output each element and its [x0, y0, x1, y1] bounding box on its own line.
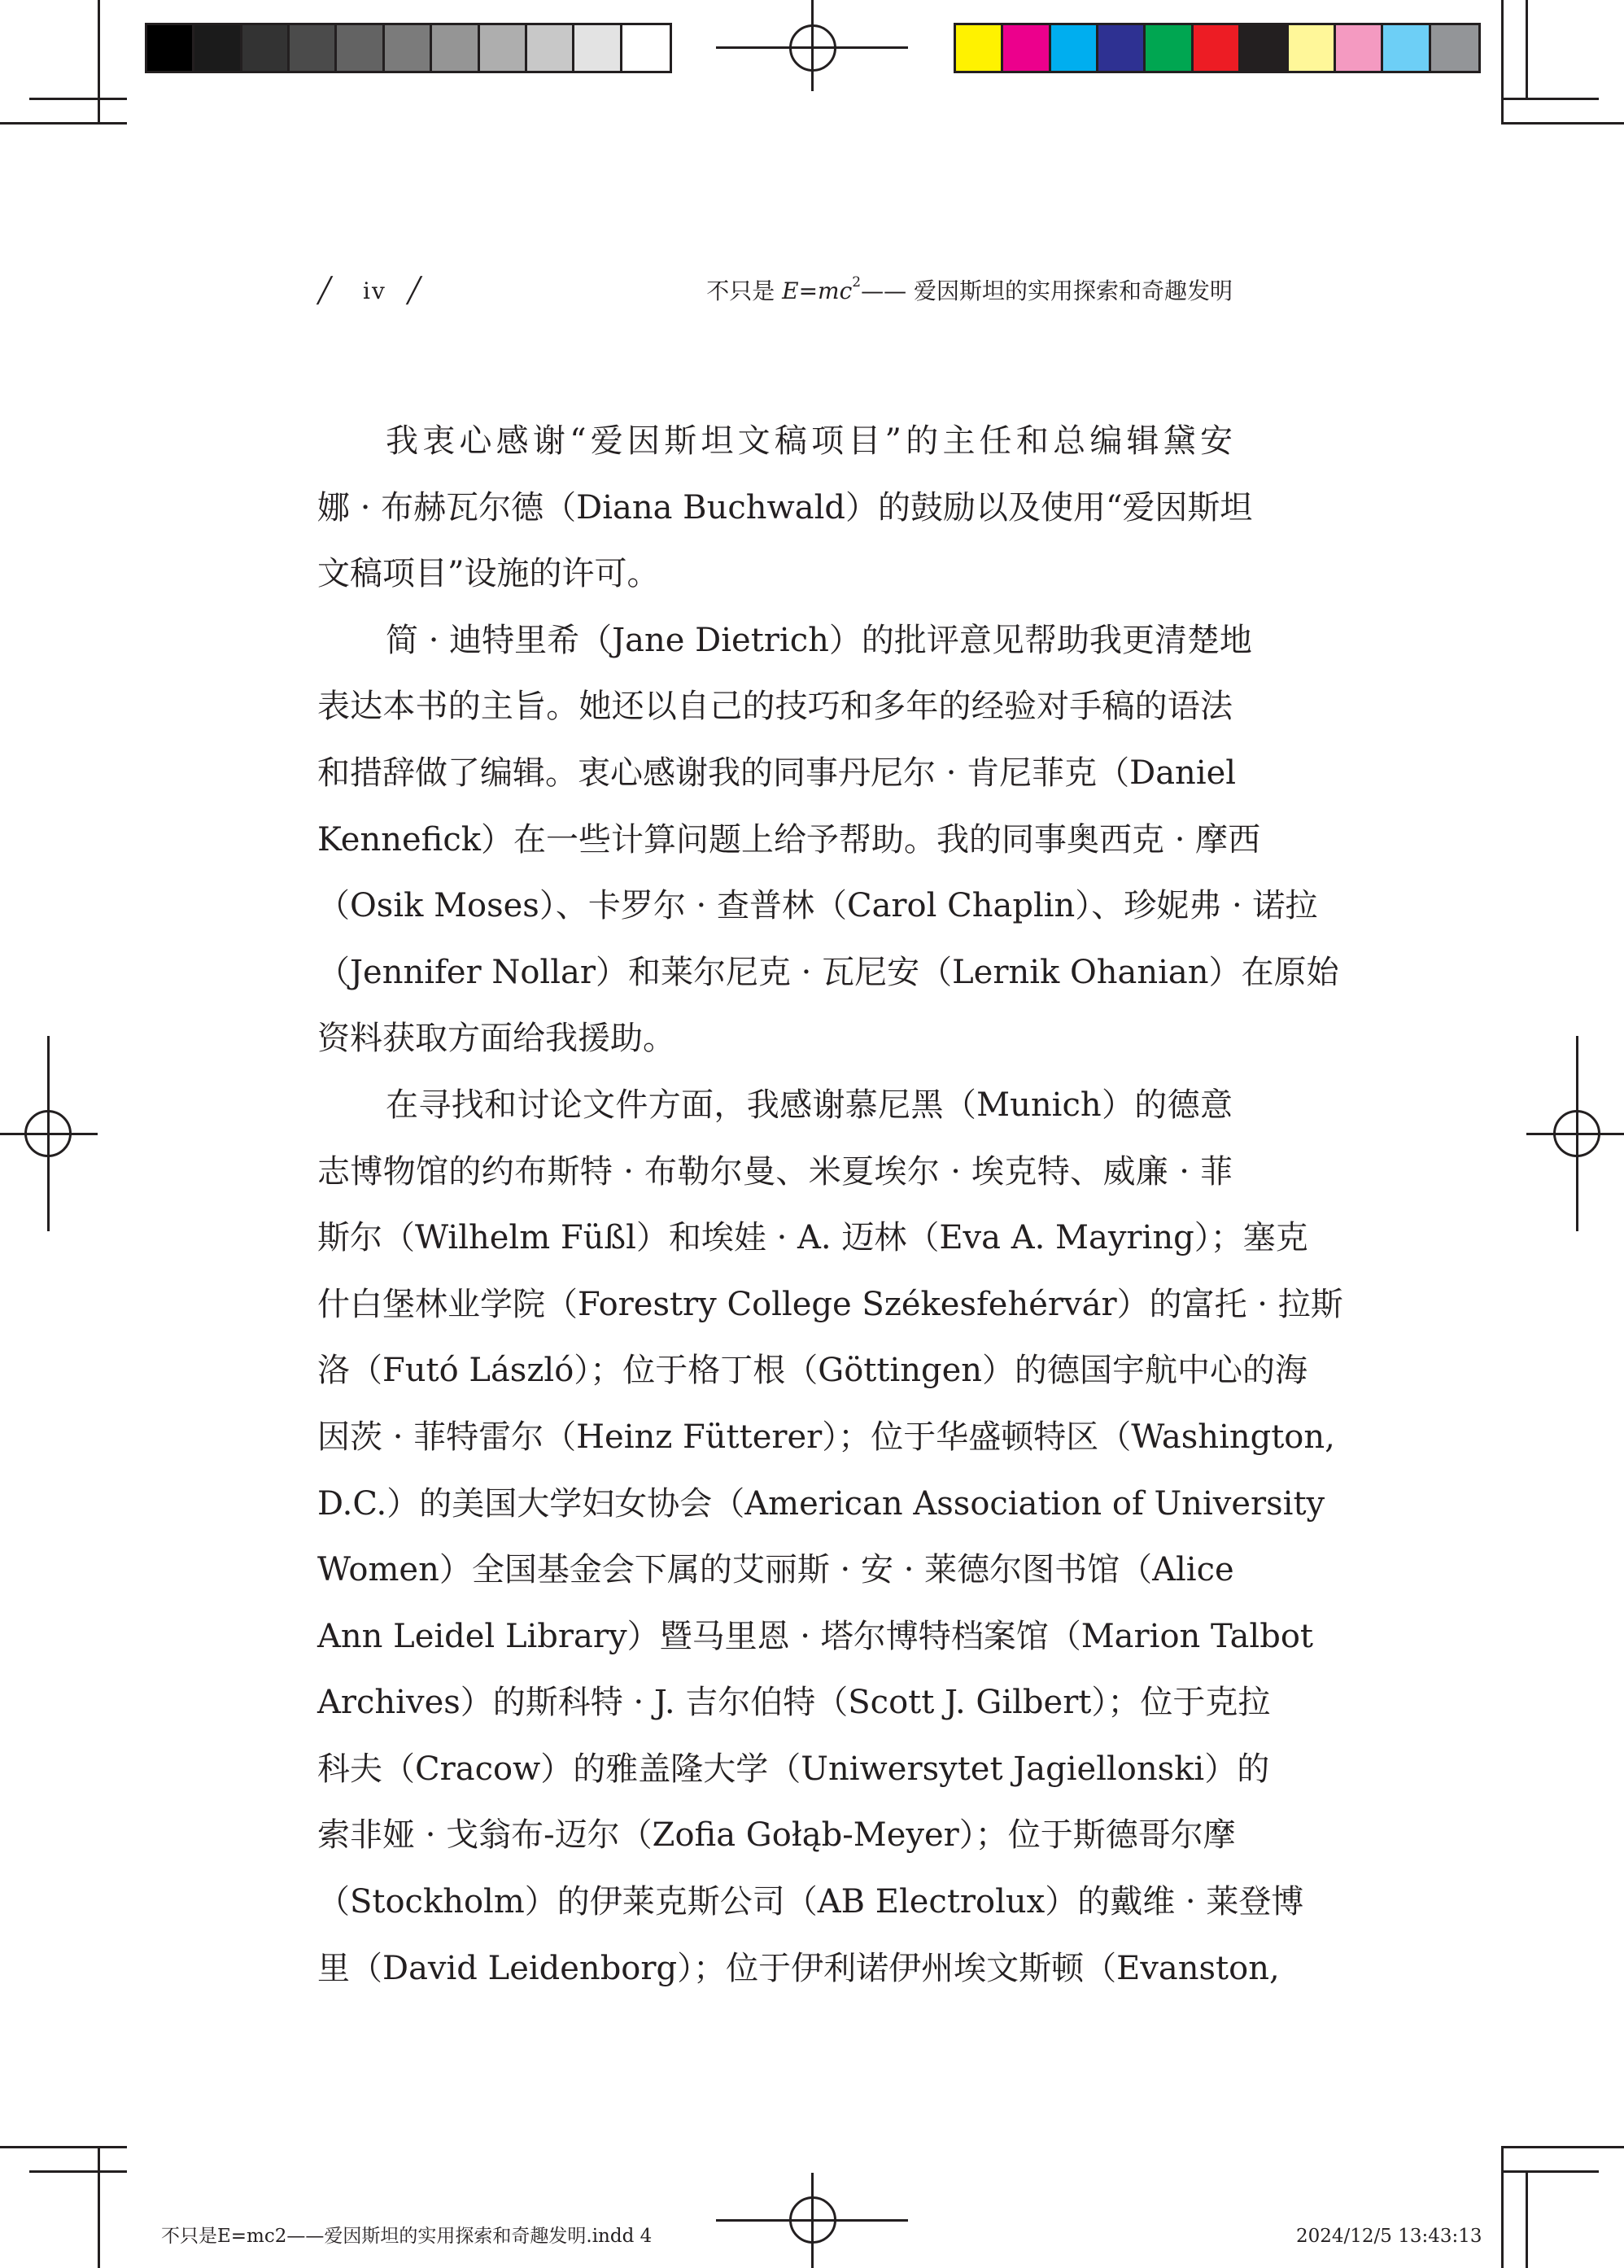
header-slash-right: ╱ [407, 277, 422, 305]
paragraph-line: 在寻找和讨论文件方面，我感谢慕尼黑（Munich）的德意 [386, 1086, 1233, 1124]
color-swatch [1383, 25, 1430, 71]
paragraph-line: 科夫（Cracow）的雅盖隆大学（Uniwersytet Jagiellonski）的 [317, 1750, 1270, 1788]
paragraph-line: 文稿项目”设施的许可。 [317, 555, 660, 593]
color-swatch [1241, 25, 1288, 71]
paragraph-line: 表达本书的主旨。她还以自己的技巧和多年的经验对手稿的语法 [317, 688, 1233, 726]
paragraph-line: Ann Leidel Library）暨马里恩 · 塔尔博特档案馆（Marion Talbot [317, 1617, 1313, 1655]
grayscale-strip [145, 23, 672, 73]
color-swatch [1003, 25, 1050, 71]
gray-swatch [527, 25, 574, 71]
paragraph-line: D.C.）的美国大学妇女协会（American Association of University [317, 1484, 1325, 1523]
color-swatch [1146, 25, 1193, 71]
paragraph-line: 洛（Futó László）；位于格丁根（Göttingen）的德国宇航中心的海 [317, 1352, 1308, 1390]
color-swatch [1098, 25, 1146, 71]
paragraph-line: （Osik Moses）、卡罗尔 · 查普林（Carol Chaplin）、珍妮弗 · 诺拉 [317, 887, 1318, 925]
slug-filename: 不只是E=mc2——爱因斯坦的实用探索和奇趣发明.indd 4 [161, 2226, 653, 2247]
color-swatch [1051, 25, 1098, 71]
gray-swatch [385, 25, 432, 71]
paragraph-line: 志博物馆的约布斯特 · 布勒尔曼、米夏埃尔 · 埃克特、威廉 · 菲 [317, 1152, 1233, 1191]
gray-swatch [147, 25, 194, 71]
paragraph-line: 什白堡林业学院（Forestry College Székesfehérvár）的富托 · 拉斯 [317, 1285, 1343, 1323]
color-swatch [1431, 25, 1478, 71]
acknowledgements-text [317, 409, 1343, 2002]
book-title: 不只是 $E=mc^2——$ 爱因斯坦的实用探索和奇趣发明 [706, 274, 1233, 304]
paragraph-line: 里（David Leidenborg）；位于伊利诺伊州埃文斯顿（Evanston, [317, 1949, 1280, 1987]
color-swatch [1336, 25, 1383, 71]
color-swatch [956, 25, 1003, 71]
color-swatch [1194, 25, 1241, 71]
paragraph-line: 娜 · 布赫瓦尔德（Diana Buchwald）的鼓励以及使用“爱因斯坦 [317, 488, 1253, 527]
paragraph-line: Archives）的斯科特 · J. 吉尔伯特（Scott J. Gilbert）；位于克拉 [317, 1684, 1271, 1722]
paragraph-line: Kennefick）在一些计算问题上给予帮助。我的同事奥西克 · 摩西 [317, 820, 1261, 859]
running-header [317, 273, 1233, 310]
color-bar [954, 23, 1481, 73]
paragraph-line: 资料获取方面给我援助。 [317, 1020, 675, 1058]
slug-timestamp: 2024/12/5 13:43:13 [1296, 2226, 1482, 2247]
gray-swatch [290, 25, 337, 71]
paragraph-line: 索非娅 · 戈翁布-迈尔（Zofia Gołąb-Meyer）；位于斯德哥尔摩 [317, 1816, 1236, 1855]
gray-swatch [194, 25, 242, 71]
gray-swatch [432, 25, 479, 71]
gray-swatch [574, 25, 622, 71]
paragraph-line: 因茨 · 菲特雷尔（Heinz Fütterer）；位于华盛顿特区（Washington, [317, 1418, 1335, 1456]
paragraph-line: （Jennifer Nollar）和莱尔尼克 · 瓦尼安（Lernik Ohanian）在原始 [317, 953, 1339, 991]
page-number: iv [363, 277, 386, 304]
paragraph-line: Women）全国基金会下属的艾丽斯 · 安 · 莱德尔图书馆（Alice [317, 1551, 1234, 1589]
paragraph-line: 简 · 迪特里希（Jane Dietrich）的批评意见帮助我更清楚地 [386, 621, 1252, 659]
paragraph-line: （Stockholm）的伊莱克斯公司（AB Electrolux）的戴维 · 莱登博 [317, 1883, 1304, 1921]
paragraph-line: 和措辞做了编辑。衷心感谢我的同事丹尼尔 · 肯尼菲克（Daniel [317, 754, 1237, 792]
paragraph-line: 我衷心感谢“爱因斯坦文稿项目”的主任和总编辑黛安 [386, 422, 1233, 460]
header-slash-left: ╱ [317, 277, 333, 305]
color-swatch [1289, 25, 1336, 71]
gray-swatch [480, 25, 527, 71]
gray-swatch [622, 25, 670, 71]
gray-swatch [242, 25, 290, 71]
gray-swatch [337, 25, 384, 71]
paragraph-line: 斯尔（Wilhelm Füßl）和埃娃 · A. 迈林（Eva A. Mayring）；塞克 [317, 1219, 1308, 1257]
